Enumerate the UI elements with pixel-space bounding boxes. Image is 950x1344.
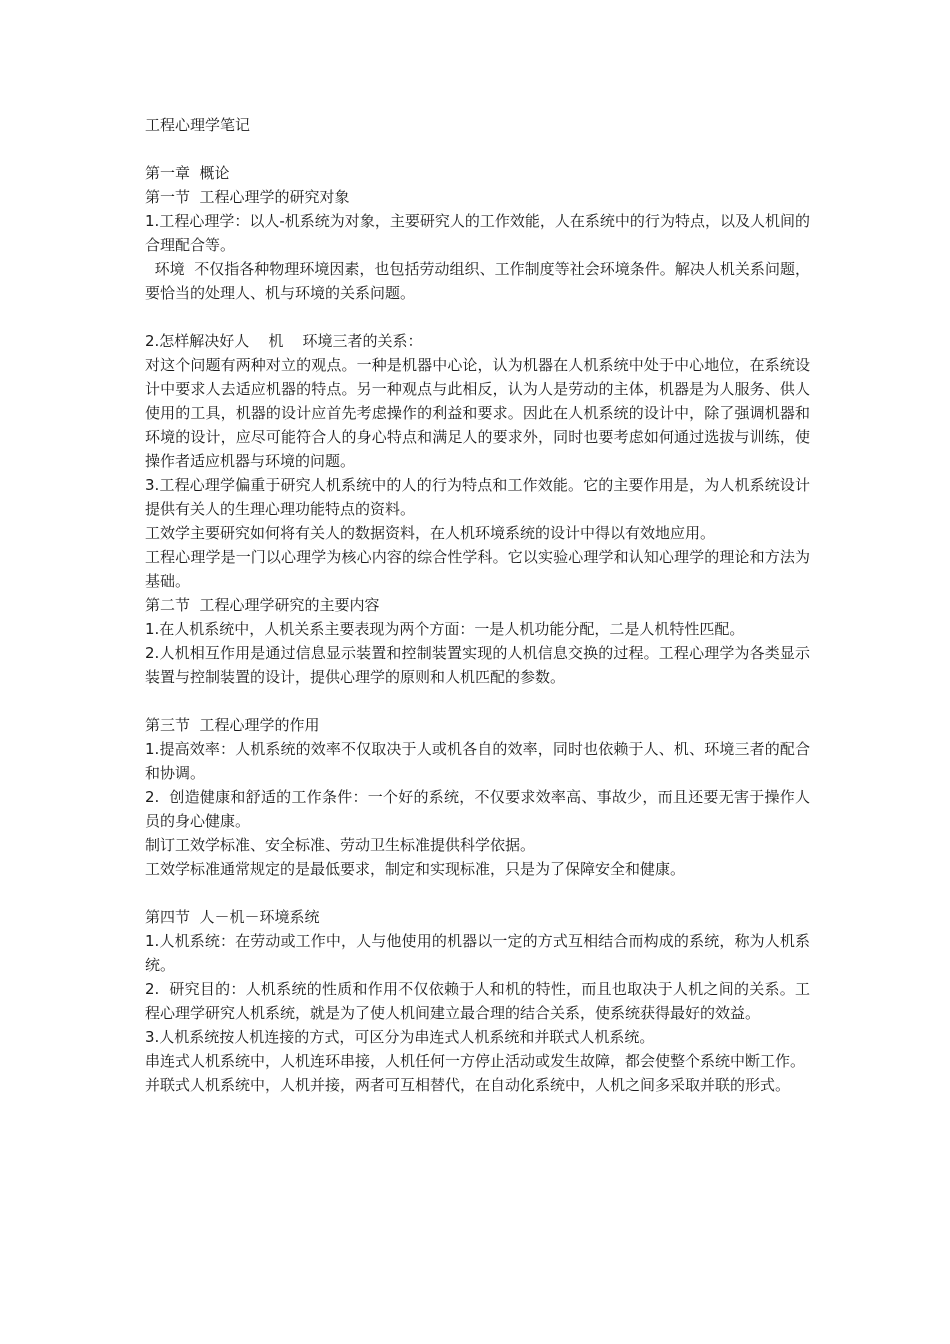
paragraph: 1.工程心理学：以人-机系统为对象，主要研究人的工作效能，人在系统中的行为特点，以及人机间的合理配合等。 bbox=[145, 212, 810, 254]
paragraph: 串连式人机系统中，人机连环串接，人机任何一方停止活动或发生故障，都会使整个系统中断工作。 bbox=[145, 1052, 806, 1070]
paragraph: 对这个问题有两种对立的观点。一种是机器中心论，认为机器在人机系统中处于中心地位，在系统设计中要求人去适应机器的特点。另一种观点与此相反，认为人是劳动的主体，机器是为人服务、供人使用的工具，机器的设计应首先考虑操作的利益和要求。因此在人机系统的设计中，除了强调机器和环境的设计，应尽可能符合人的身心特点和满足人的要求外，同时也要考虑如何通过选拔与训练，使操作者适应机器与环境的问题。 bbox=[145, 356, 810, 470]
paragraph: 3.人机系统按人机连接的方式，可区分为串连式人机系统和并联式人机系统。 bbox=[145, 1028, 655, 1046]
paragraph: 2. 创造健康和舒适的工作条件：一个好的系统，不仅要求效率高、事故少，而且还要无害于操作人员的身心健康。 bbox=[145, 788, 810, 830]
paragraph: 第一章 概论 bbox=[145, 164, 230, 182]
paragraph: 1.提高效率：人机系统的效率不仅取决于人或机各自的效率，同时也依赖于人、机、环境三者的配合和协调。 bbox=[145, 740, 810, 782]
blank-line bbox=[145, 689, 810, 713]
paragraph: 制订工效学标准、安全标准、劳动卫生标准提供科学依据。 bbox=[145, 836, 536, 854]
document-title: 工程心理学笔记 bbox=[145, 116, 251, 134]
paragraph: 2.人机相互作用是通过信息显示装置和控制装置实现的人机信息交换的过程。工程心理学为各类显示装置与控制装置的设计，提供心理学的原则和人机匹配的参数。 bbox=[145, 644, 810, 686]
paragraph: 工程心理学是一门以心理学为核心内容的综合性学科。它以实验心理学和认知心理学的理论和方法为基础。 bbox=[145, 548, 810, 590]
paragraph: 2. 研究目的：人机系统的性质和作用不仅依赖于人和机的特性，而且也取决于人机之间的关系。工程心理学研究人机系统，就是为了使人机间建立最合理的结合关系，使系统获得最好的效益。 bbox=[145, 980, 810, 1022]
blank-line bbox=[145, 881, 810, 905]
paragraph: 3.工程心理学偏重于研究人机系统中的人的行为特点和工作效能。它的主要作用是，为人机系统设计提供有关人的生理心理功能特点的资料。 bbox=[145, 476, 810, 518]
paragraph: 工效学标准通常规定的是最低要求，制定和实现标准，只是为了保障安全和健康。 bbox=[145, 860, 686, 878]
paragraph: 2.怎样解决好人 机 环境三者的关系： bbox=[145, 332, 423, 350]
document-body bbox=[145, 113, 810, 1097]
paragraph: 1.在人机系统中，人机关系主要表现为两个方面：一是人机功能分配，二是人机特性匹配。 bbox=[145, 620, 745, 638]
paragraph: 环境 不仅指各种物理环境因素，也包括劳动组织、工作制度等社会环境条件。解决人机关系问题，要恰当的处理人、机与环境的关系问题。 bbox=[145, 260, 810, 302]
paragraph-list bbox=[145, 137, 810, 1097]
paragraph: 第一节 工程心理学的研究对象 bbox=[145, 188, 350, 206]
paragraph: 第三节 工程心理学的作用 bbox=[145, 716, 320, 734]
blank-line bbox=[145, 305, 810, 329]
paragraph: 工效学主要研究如何将有关人的数据资料，在人机环境系统的设计中得以有效地应用。 bbox=[145, 524, 716, 542]
paragraph: 第二节 工程心理学研究的主要内容 bbox=[145, 596, 380, 614]
paragraph: 第四节 人－机－环境系统 bbox=[145, 908, 320, 926]
paragraph: 并联式人机系统中，人机并接，两者可互相替代，在自动化系统中，人机之间多采取并联的形式。 bbox=[145, 1076, 791, 1094]
paragraph: 1.人机系统：在劳动或工作中，人与他使用的机器以一定的方式互相结合而构成的系统，称为人机系统。 bbox=[145, 932, 810, 974]
blank-line bbox=[145, 137, 810, 161]
